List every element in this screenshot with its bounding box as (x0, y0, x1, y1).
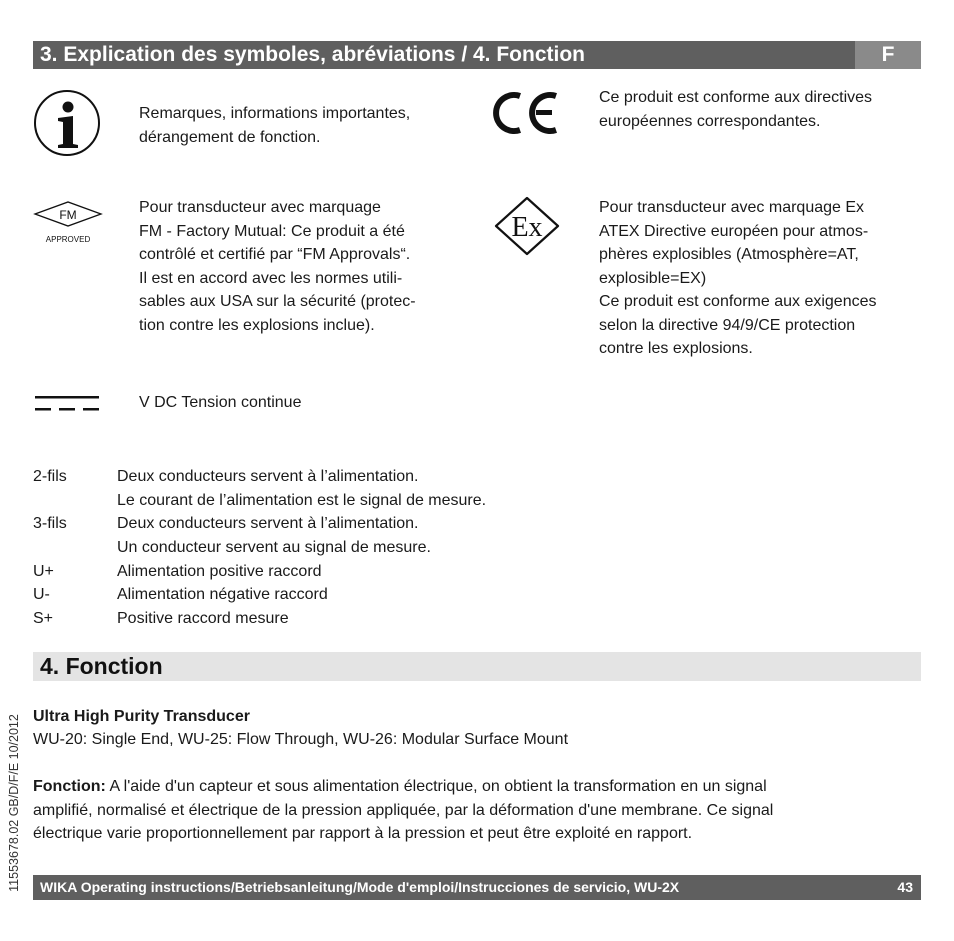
footer-text: WIKA Operating instructions/Betriebsanleitung/Mode d'emploi/Instrucciones de servicio, WU-2X (40, 879, 680, 895)
ex-description: Pour transducteur avec marquage Ex ATEX Directive européen pour atmos- phères explosibles (Atmosphère=AT, explosible=EX) Ce produit est conforme aux exigences selon la directive 94/9/CE protection contre les explosions. (599, 199, 877, 357)
abbr-term: 2-fils (33, 468, 67, 485)
info-icon (33, 88, 101, 158)
info-description: Remarques, informations importantes, dérangement de fonction. (139, 105, 411, 146)
dc-voltage-icon (33, 394, 101, 414)
abbr-term: S+ (33, 609, 54, 627)
ex-mark-icon (492, 196, 562, 256)
product-models: WU-20: Single End, WU-25: Flow Through, WU-26: Modular Surface Mount (33, 731, 569, 748)
product-title: Ultra High Purity Transducer (33, 708, 250, 725)
dc-description: V DC Tension continue (139, 394, 302, 411)
ce-description: Ce produit est conforme aux directives européennes correspondantes. (599, 89, 873, 130)
abbr-row (33, 512, 733, 560)
abbr-definition: Un conducteur servent au signal de mesure. (117, 538, 431, 556)
abbr-row (33, 465, 733, 513)
abbr-row (33, 560, 733, 584)
ex-mark-text: Ex (511, 212, 543, 243)
abbr-definition: Le courant de l’alimentation est le signal de mesure. (117, 491, 487, 509)
fm-approved-icon (33, 200, 103, 246)
function-label: Fonction: (33, 778, 106, 795)
abbr-definition: Alimentation négative raccord (117, 586, 328, 603)
function-paragraph (33, 775, 921, 846)
abbr-term: U- (33, 586, 50, 603)
abbr-definition: Alimentation positive raccord (117, 562, 322, 580)
page-number: 43 (897, 879, 913, 895)
abbr-definition: Deux conducteurs servent à l’alimentation. (117, 515, 419, 532)
fm-description: Pour transducteur avec marquage FM - Factory Mutual: Ce produit a été contrôlé et certifié par “FM Approvals“. Il est en accord avec les normes utili- sables aux USA sur la sécurité (protec- tion contre les explosions inclue). (139, 199, 416, 334)
abbr-term: 3-fils (33, 515, 67, 532)
section-title: 3. Explication des symboles, abréviations / 4. Fonction (40, 43, 585, 66)
page-footer (33, 875, 921, 900)
section-header (33, 41, 921, 69)
side-code-container (6, 698, 22, 908)
fm-mark-text: FM (59, 208, 77, 222)
document-code: 11553678.02 GB/D/F/E 10/2012 (7, 714, 21, 892)
ce-mark-icon (492, 90, 562, 136)
language-tab: F (855, 41, 921, 69)
abbr-row (33, 607, 733, 631)
abbr-definition: Positive raccord mesure (117, 609, 289, 627)
abbr-row (33, 583, 733, 607)
fm-mark-subtext: APPROVED (45, 235, 91, 244)
function-section-title: 4. Fonction (40, 653, 163, 679)
abbr-definition: Deux conducteurs servent à l’alimentation. (117, 468, 419, 485)
function-section-header (33, 652, 921, 681)
function-text: A l'aide d'un capteur et sous alimentation électrique, on obtient la transformation en un signal amplifié, normalisé et électrique de la pression appliquée, par la déformation d'une membrane. Ce signal électrique varie proportionnellement par rapport à la pression et peut être exploité en rapport. (33, 778, 774, 842)
abbr-term: U+ (33, 562, 54, 580)
